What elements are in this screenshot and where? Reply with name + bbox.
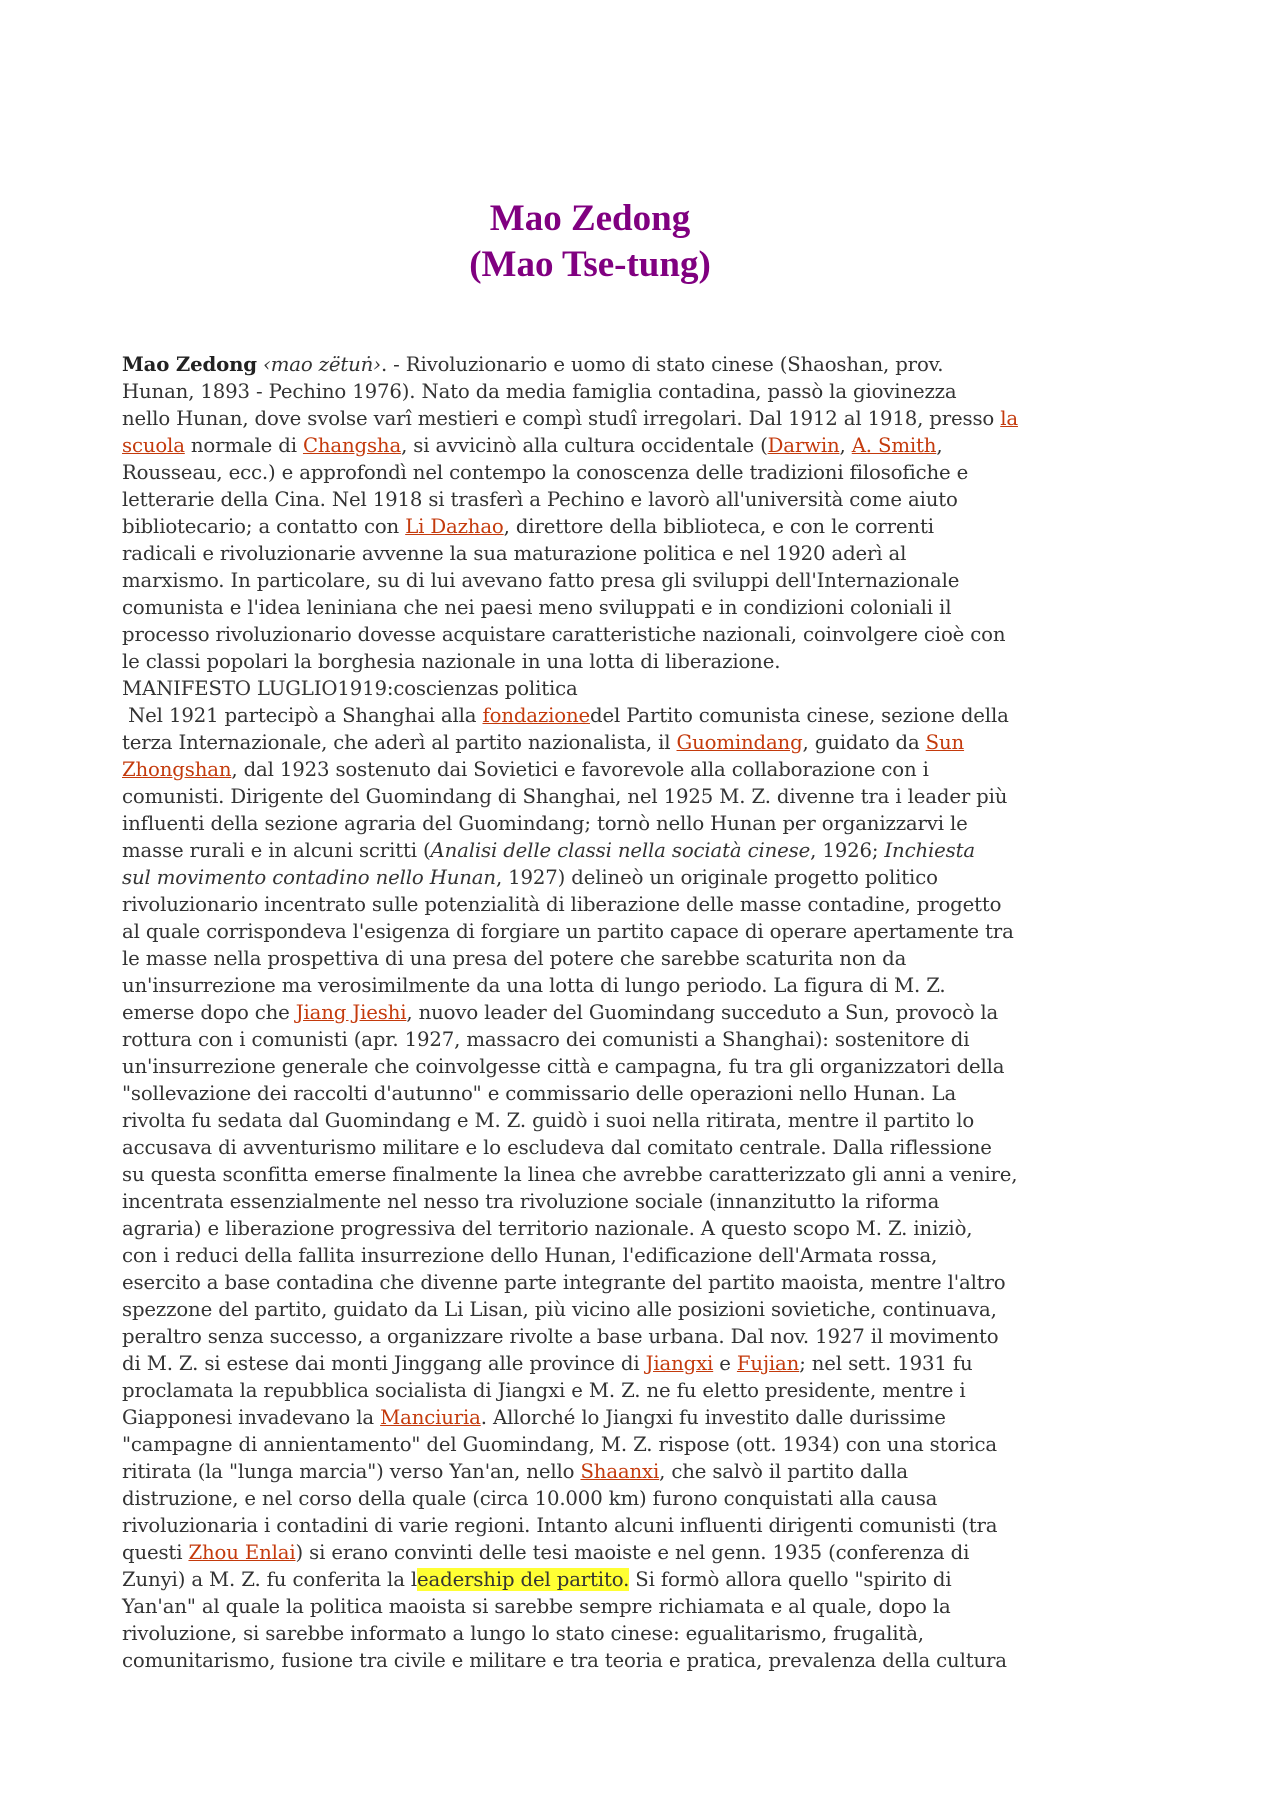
link-fujian[interactable]: Fujian: [736, 1352, 800, 1375]
work-title: Inchiesta: [884, 839, 975, 862]
text-run: e: [713, 1352, 737, 1375]
title-main: Mao Zedong: [489, 198, 691, 239]
text-run: masse rurali e in alcuni scritti (: [122, 839, 431, 862]
text-line: [122, 1404, 1062, 1431]
link-fondazione[interactable]: fondazione: [482, 704, 590, 727]
text-run: . Allorché lo Jiangxi fu investito dalle durissime: [480, 1406, 946, 1429]
text-line: proclamata la repubblica socialista di Jiangxi e M. Z. ne fu eletto presidente, mentre i: [122, 1379, 966, 1402]
text-run: , direttore della biblioteca, e con le correnti: [503, 515, 934, 538]
text-line: [122, 1350, 1062, 1377]
text-line: marxismo. In particolare, su di lui avevano fatto presa gli sviluppi dell'Internazionale: [122, 569, 960, 592]
highlighted-text: eadership del partito.: [417, 1568, 630, 1591]
text-line: [122, 1458, 1062, 1485]
text-line: esercito a base contadina che divenne parte integrante del partito maoista, mentre l'altro: [122, 1271, 1006, 1294]
text-line: processo rivoluzionario dovesse acquistare caratteristiche nazionali, coinvolgere cioè con: [122, 623, 1006, 646]
text-line: comunista e l'idea leniniana che nei paesi meno sviluppati e in condizioni coloniali il: [122, 596, 952, 619]
text-line: al quale corrispondeva l'esigenza di forgiare un partito capace di operare apertamente tra: [122, 920, 1014, 943]
link-la-scuola-2[interactable]: scuola: [122, 434, 185, 457]
text-line: influenti della sezione agraria del Guomindang; tornò nello Hunan per organizzarvi le: [122, 812, 968, 835]
link-manciuria[interactable]: Manciuria: [380, 1406, 481, 1429]
text-run: , guidato da: [802, 731, 926, 754]
text-run: bibliotecario; a contatto con: [122, 515, 406, 538]
text-run: nello Hunan, dove svolse varî mestieri e compì studî irregolari. Dal 1912 al 1918, presso: [122, 407, 1001, 430]
link-sun-zhongshan[interactable]: Sun: [925, 731, 965, 754]
text-run: ) si erano convinti delle tesi maoiste e nel genn. 1935 (conferenza di: [295, 1541, 970, 1564]
text-run: Si formò allora quello "spirito di: [629, 1568, 952, 1591]
link-jiang-jieshi[interactable]: Jiang Jieshi: [295, 1001, 407, 1024]
link-zhou-enlai[interactable]: Zhou Enlai: [188, 1541, 296, 1564]
text-run: normale di: [184, 434, 303, 457]
text-line: un'insurrezione generale che coinvolgesse città e campagna, fu tra gli organizzatori della: [122, 1055, 1005, 1078]
text-run: , 1927) delineò un originale progetto politico: [495, 866, 938, 889]
text-line: [122, 756, 1062, 783]
page-title: [0, 196, 1180, 288]
text-run: , dal 1923 sostenuto dai Sovietici e favorevole alla collaborazione con i: [231, 758, 929, 781]
text-line: [122, 837, 1062, 864]
text-line: rottura con i comunisti (apr. 1927, massacro dei comunisti a Shanghai): sostenitore di: [122, 1028, 970, 1051]
link-guomindang[interactable]: Guomindang: [676, 731, 803, 754]
text-line: rivoluzionario incentrato sulle potenzialità di liberazione delle masse contadine, progetto: [122, 893, 1002, 916]
text-run: , si avvicinò alla cultura occidentale (: [401, 434, 768, 457]
text-run: , che salvò il partito dalla: [659, 1460, 908, 1483]
text-line: spezzone del partito, guidato da Li Lisan, più vicino alle posizioni sovietiche, continuava,: [122, 1298, 997, 1321]
text-run: ,: [839, 434, 852, 457]
subject-name: Mao Zedong: [122, 353, 257, 376]
link-darwin[interactable]: Darwin: [767, 434, 840, 457]
text-run: Nel 1921 partecipò a Shanghai alla: [122, 704, 483, 727]
text-line: "sollevazione dei raccolti d'autunno" e commissario delle operazioni nello Hunan. La: [122, 1082, 957, 1105]
text-line: le classi popolari la borghesia nazionale in una lotta di liberazione.: [122, 650, 781, 673]
text-run: Giapponesi invadevano la: [122, 1406, 381, 1429]
link-la-scuola[interactable]: la: [1000, 407, 1018, 430]
title-alt: (Mao Tse-tung): [469, 244, 711, 285]
text-line: [122, 513, 1062, 540]
text-line: [122, 1539, 1062, 1566]
link-changsha[interactable]: Changsha: [302, 434, 402, 457]
article-body: [122, 351, 1062, 1674]
text-line: accusava di avventurismo militare e lo escludeva dal comitato centrale. Dalla riflessione: [122, 1136, 992, 1159]
text-line: agraria) e liberazione progressiva del territorio nazionale. A questo scopo M. Z. iniziò,: [122, 1217, 973, 1240]
text-line: distruzione, e nel corso della quale (circa 10.000 km) furono conquistati alla causa: [122, 1487, 938, 1510]
link-sun-zhongshan-2[interactable]: Zhongshan: [122, 758, 232, 781]
text-line: "campagne di annientamento" del Guomindang, M. Z. rispose (ott. 1934) con una storica: [122, 1433, 997, 1456]
text-line: un'insurrezione ma verosimilmente da una lotta di lungo periodo. La figura di M. Z.: [122, 974, 946, 997]
text-line: rivoluzionaria i contadini di varie regioni. Intanto alcuni influenti dirigenti comunisti (tra: [122, 1514, 998, 1537]
link-shaanxi[interactable]: Shaanxi: [580, 1460, 660, 1483]
work-title: Analisi delle classi nella sociatà cinese: [430, 839, 811, 862]
text-run: questi: [122, 1541, 189, 1564]
text-line: Rousseau, ecc.) e approfondì nel contempo la conoscenza delle tradizioni filosofiche e: [122, 461, 969, 484]
text-run: del Partito comunista cinese, sezione della: [590, 704, 1009, 727]
work-title: sul movimento contadino nello Hunan: [122, 866, 496, 889]
text-line: comunisti. Dirigente del Guomindang di Shanghai, nel 1925 M. Z. divenne tra i leader più: [122, 785, 1008, 808]
link-li-dazhao[interactable]: Li Dazhao: [405, 515, 504, 538]
text-line: letterarie della Cina. Nel 1918 si trasferì a Pechino e lavorò all'università come aiuto: [122, 488, 958, 511]
text-line: comunitarismo, fusione tra civile e militare e tra teoria e pratica, prevalenza della cultura: [122, 1649, 1007, 1672]
text-run: terza Internazionale, che aderì al partito nazionalista, il: [122, 731, 677, 754]
text-line: le masse nella prospettiva di una presa del potere che sarebbe scaturita non da: [122, 947, 907, 970]
text-line: radicali e rivoluzionarie avvenne la sua maturazione politica e nel 1920 aderì al: [122, 542, 907, 565]
text-line: rivoluzione, si sarebbe informato a lungo lo stato cinese: egualitarismo, frugalità,: [122, 1622, 924, 1645]
text-line: MANIFESTO LUGLIO1919:coscienzas politica: [122, 677, 578, 700]
text-line: [122, 864, 1062, 891]
text-line: rivolta fu sedata dal Guomindang e M. Z. guidò i suoi nella ritirata, mentre il partito lo: [122, 1109, 975, 1132]
text-line: con i reduci della fallita insurrezione dello Hunan, l'edificazione dell'Armata rossa,: [122, 1244, 938, 1267]
text-line: Yan'an" al quale la politica maoista si sarebbe sempre richiamata e al quale, dopo la: [122, 1595, 951, 1618]
text-line: [122, 405, 1062, 432]
link-a-smith[interactable]: A. Smith: [851, 434, 937, 457]
text-line: [122, 351, 1062, 378]
text-line: Hunan, 1893 - Pechino 1976). Nato da media famiglia contadina, passò la giovinezza: [122, 380, 957, 403]
text-line: [122, 729, 1062, 756]
text-run: . - Rivoluzionario e uomo di stato cinese (Shaoshan, prov.: [380, 353, 944, 376]
text-line: [122, 999, 1062, 1026]
text-line: [122, 1566, 1062, 1593]
text-run: ritirata (la "lunga marcia") verso Yan'an, nello: [122, 1460, 581, 1483]
pronunciation: ‹mao zëtuṅ›: [263, 353, 381, 376]
text-line: incentrata essenzialmente nel nesso tra rivoluzione sociale (innanzitutto la riforma: [122, 1190, 940, 1213]
text-run: ; nel sett. 1931 fu: [799, 1352, 973, 1375]
text-run: Zunyi) a M. Z. fu conferita la l: [122, 1568, 418, 1591]
text-run: , 1926;: [810, 839, 885, 862]
text-line: peraltro senza successo, a organizzare rivolte a base urbana. Dal nov. 1927 il movimento: [122, 1325, 999, 1348]
link-jiangxi[interactable]: Jiangxi: [645, 1352, 714, 1375]
text-run: di M. Z. si estese dai monti Jinggang alle province di: [122, 1352, 646, 1375]
text-line: [122, 432, 1062, 459]
text-run: emerse dopo che: [122, 1001, 296, 1024]
text-line: [122, 702, 1062, 729]
text-run: , nuovo leader del Guomindang succeduto a Sun, provocò la: [406, 1001, 999, 1024]
text-line: su questa sconfitta emerse finalmente la linea che avrebbe caratterizzato gli anni a venire,: [122, 1163, 1018, 1186]
text-run: ,: [936, 434, 943, 457]
